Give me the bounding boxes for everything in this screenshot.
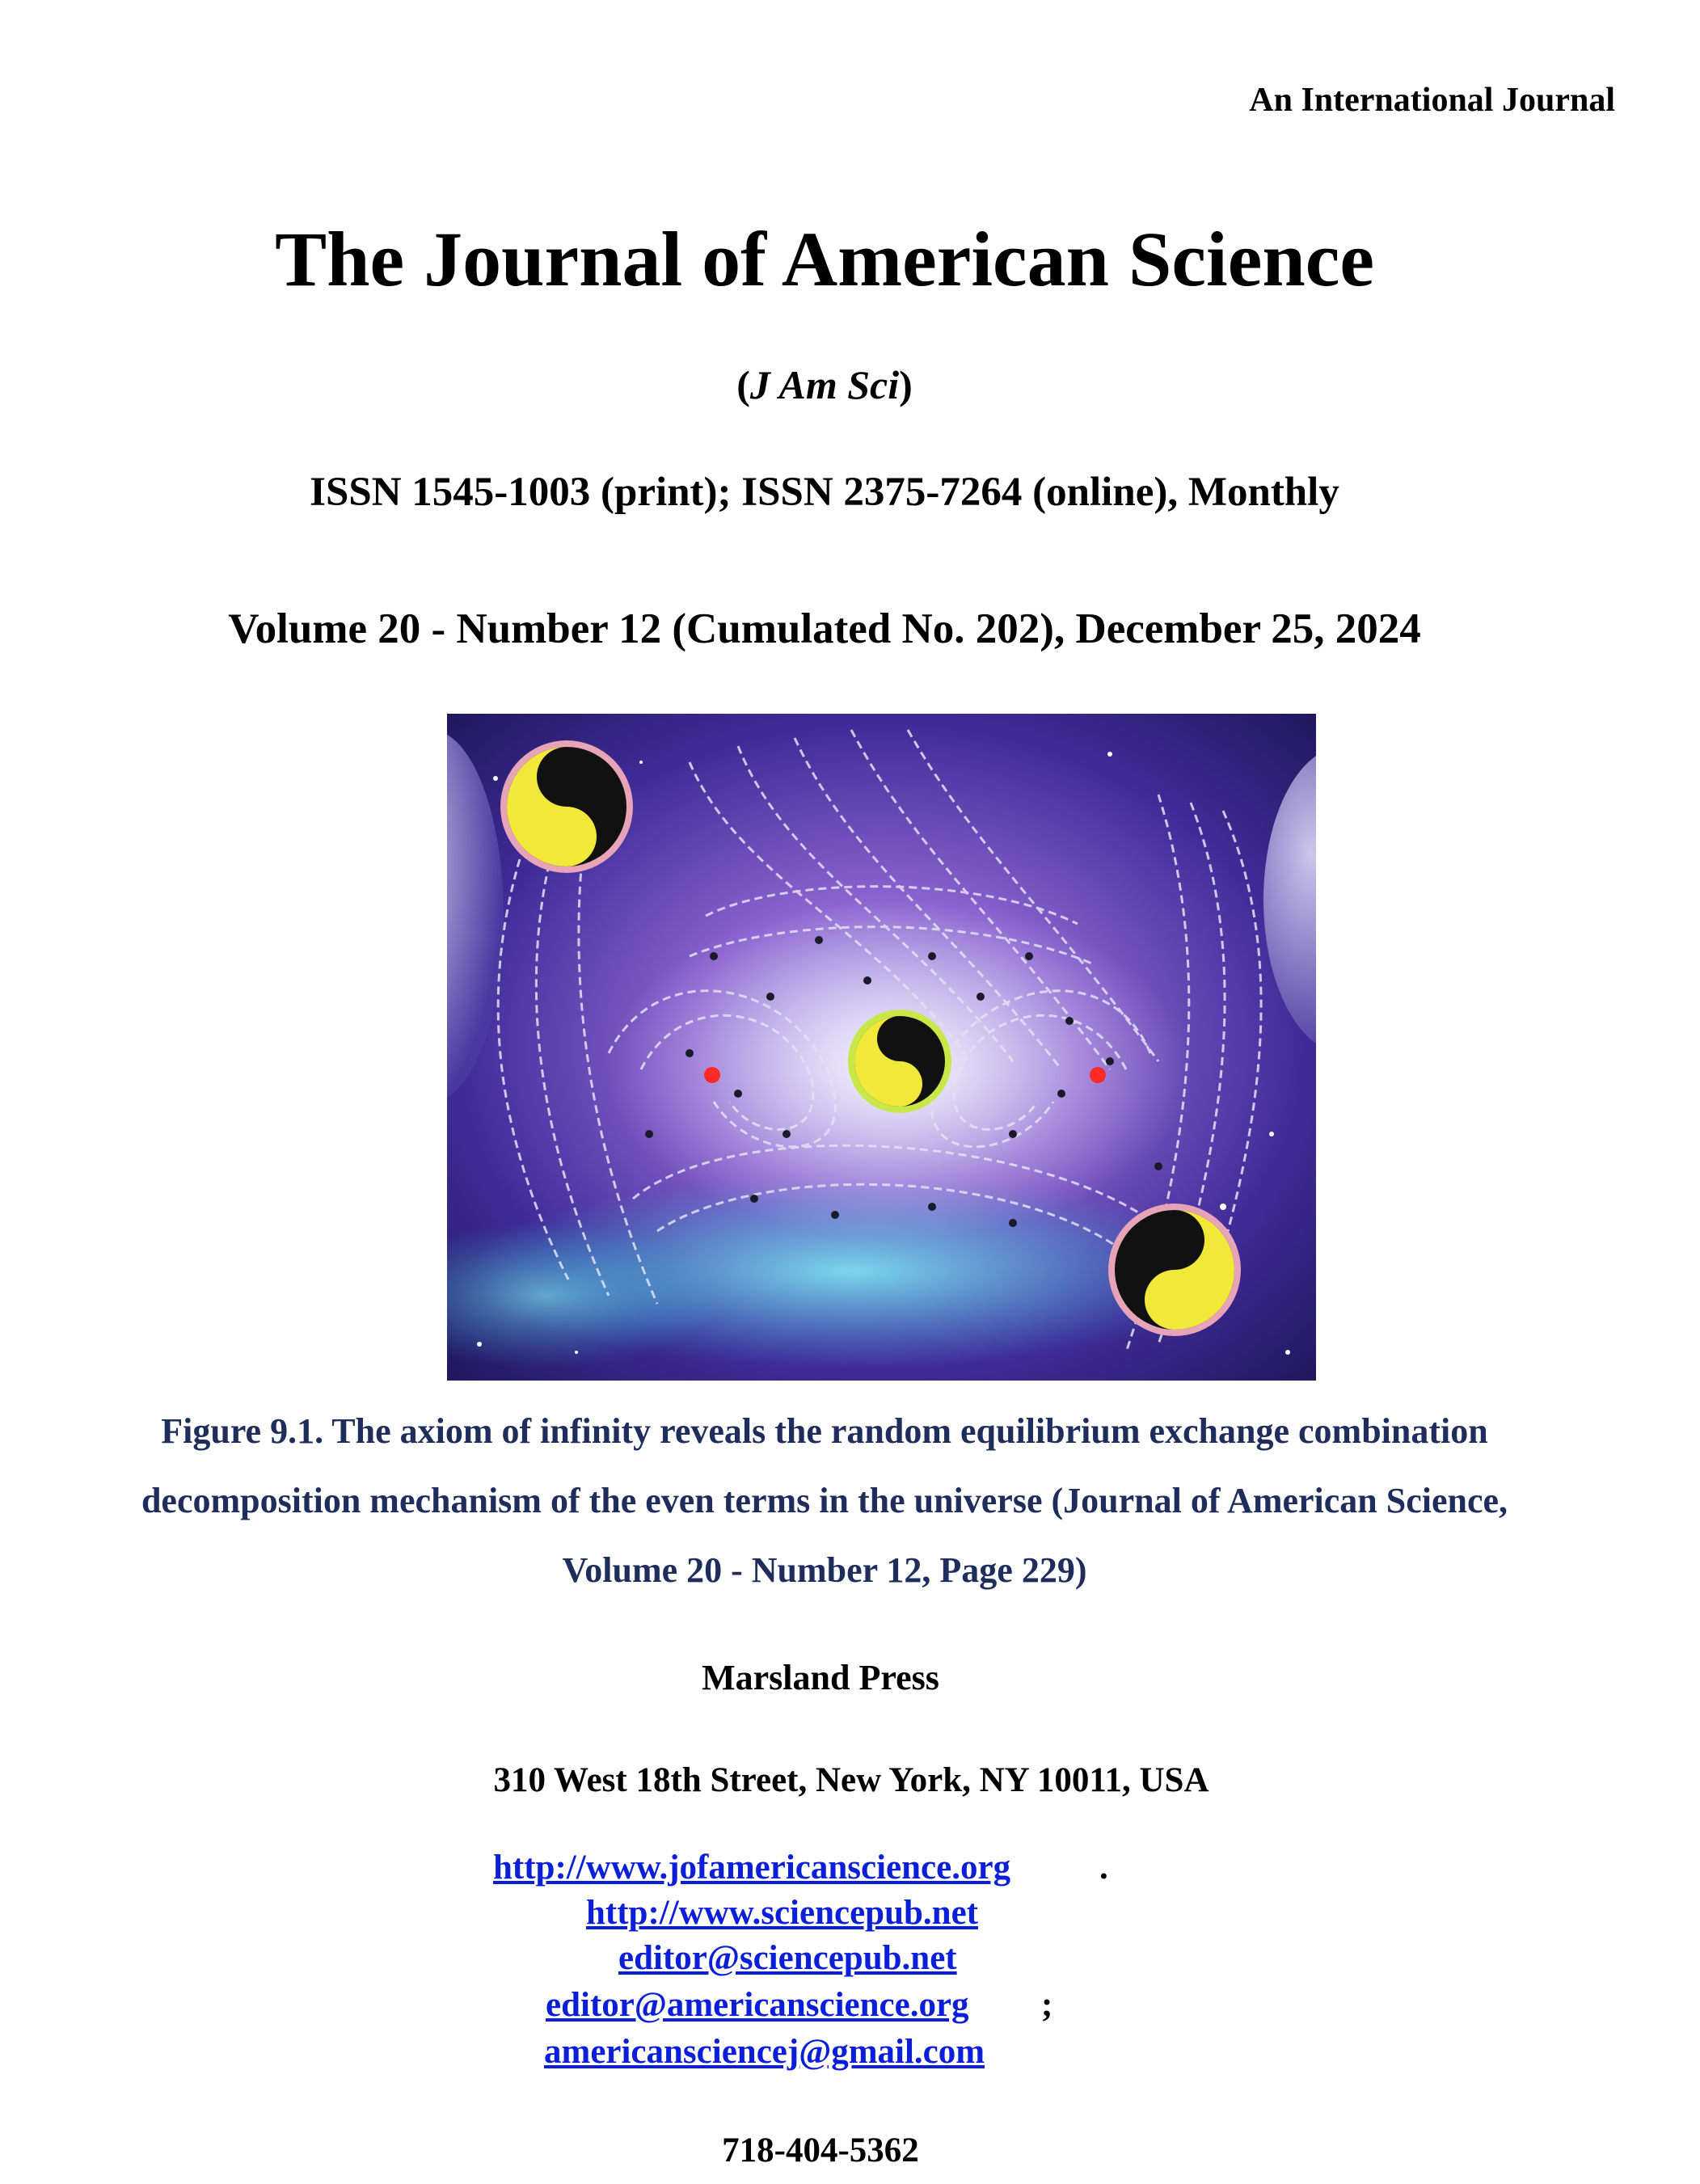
caption-line-1: Figure 9.1. The axiom of infinity reveals the random equilibrium exchange combination [161,1411,1488,1451]
cosmic-illustration [447,714,1316,1381]
caption-line-3: Volume 20 - Number 12, Page 229) [562,1550,1087,1590]
publisher-address: 310 West 18th Street, New York, NY 10011, USA [493,1761,1209,1799]
sciencepub-website-link[interactable]: http://www.sciencepub.net [586,1894,978,1932]
yin-yang-icon [500,740,633,873]
red-dot-right [1090,1067,1106,1083]
editor-americanscience-email-link[interactable]: editor@americanscience.org [546,1986,969,2024]
yin-yang-icon [848,1010,951,1113]
journal-abbreviation [0,361,1649,408]
issn-line: ISSN 1545-1003 (print); ISSN 2375-7264 (online), Monthly [310,470,1339,515]
yin-yang-icon [1108,1204,1241,1336]
journal-website-link[interactable]: http://www.jofamericanscience.org [493,1849,1011,1887]
link-period: . [1099,1849,1108,1887]
journal-tagline: An International Journal [1249,82,1615,119]
abbrev-open-paren: ( [736,362,750,407]
phone-number: 718-404-5362 [722,2131,919,2169]
volume-line: Volume 20 - Number 12 (Cumulated No. 202), December 25, 2024 [228,605,1421,652]
figure-caption [24,1397,1625,1605]
link-semicolon: ; [1041,1986,1053,2024]
abbrev-close-paren: ) [899,362,913,407]
journal-title: The Journal of American Science [275,216,1374,302]
editor-sciencepub-email-link[interactable]: editor@sciencepub.net [618,1939,957,1977]
cover-figure [447,714,1316,1381]
gmail-email-link[interactable]: americansciencej@gmail.com [544,2033,985,2071]
publisher-name: Marsland Press [702,1658,939,1697]
abbrev-text: J Am Sci [749,362,900,407]
caption-line-2: decomposition mechanism of the even terms in the universe (Journal of American Science, [141,1481,1508,1520]
red-dot-left [704,1067,720,1083]
